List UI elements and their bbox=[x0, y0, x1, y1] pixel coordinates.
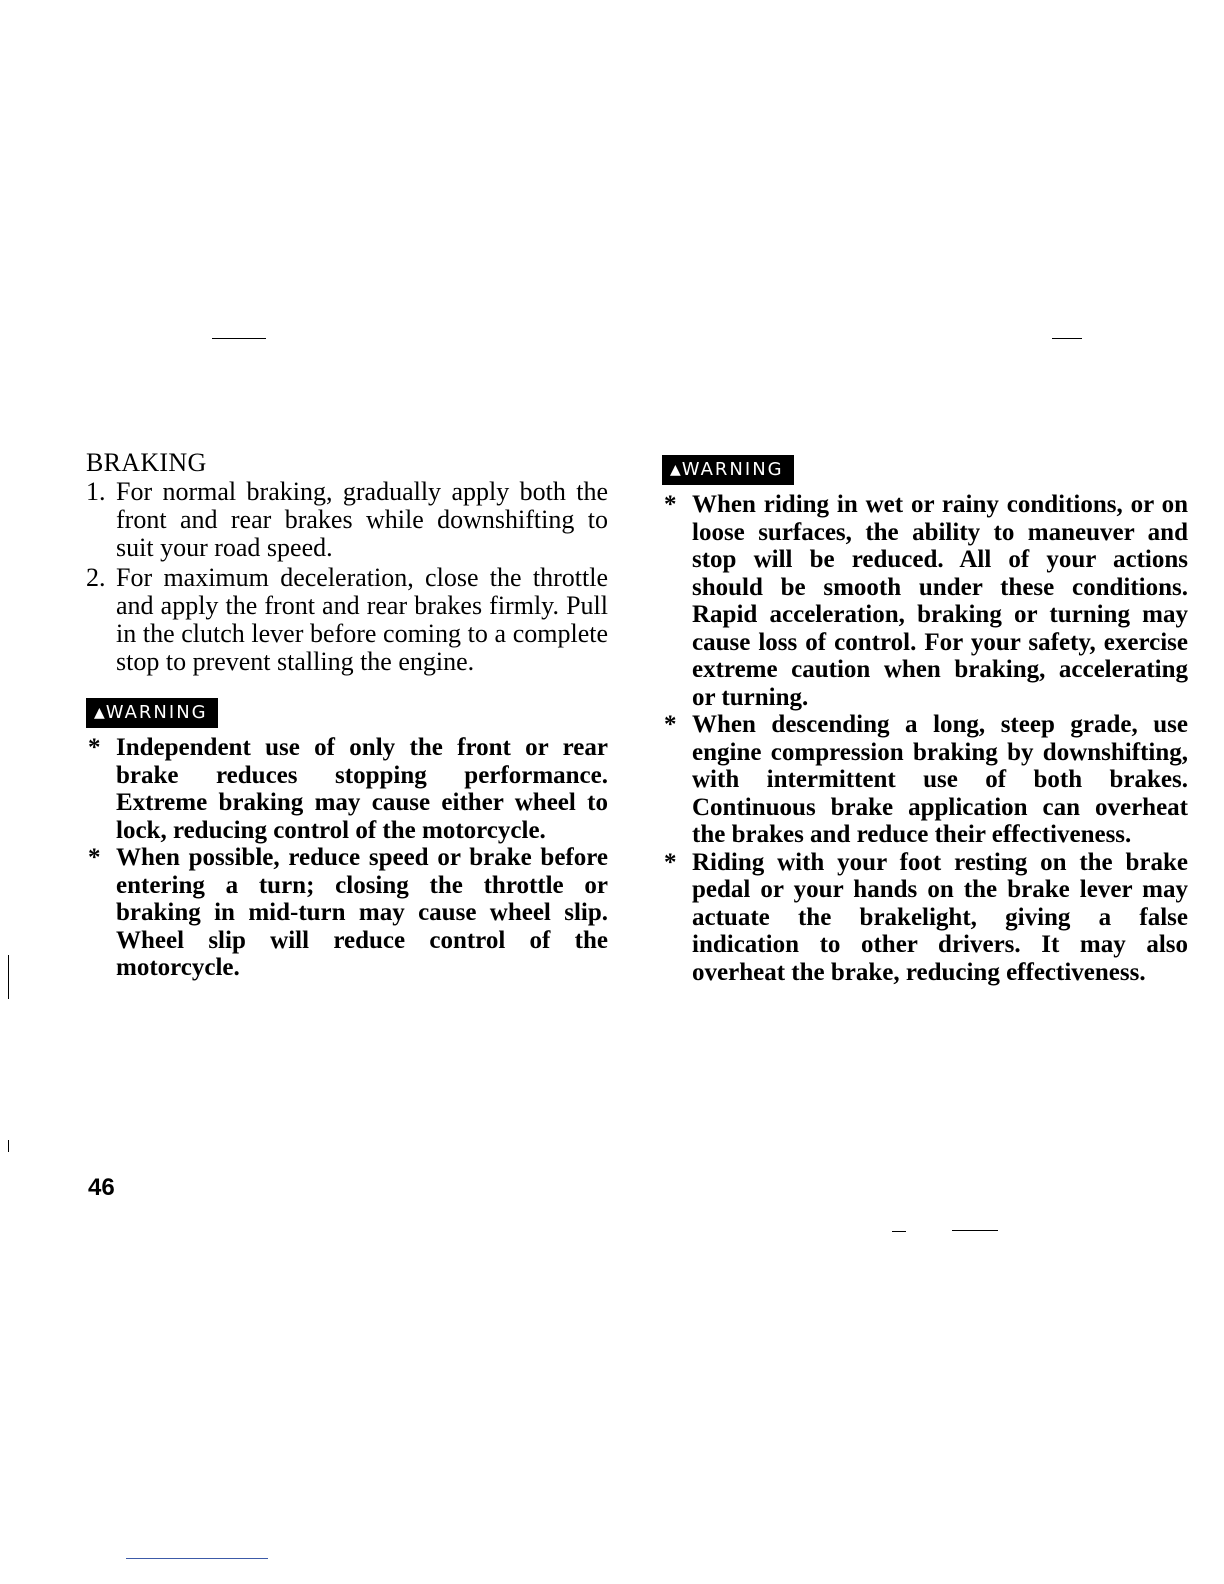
step-text: For normal braking, gradually apply both the front and rear brakes while downshifting to suit your road speed. bbox=[116, 477, 608, 562]
step-number: 2. bbox=[86, 563, 106, 592]
warning-text: When riding in wet or rainy conditions, or on loose surfaces, the ability to maneuver and stop will be reduced. All of your actions should be smooth under these conditions. Rapid acceleration, braking or turning may cause loss of control. For your safety, exercise extreme caution when braking, accelerating or turning. bbox=[692, 491, 1188, 711]
step-text: For maximum deceleration, close the throttle and apply the front and rear brakes firmly. Pull in the clutch lever before coming to a complete stop to prevent stalling the engine. bbox=[116, 563, 608, 676]
bullet: * bbox=[88, 844, 101, 871]
scan-mark bbox=[8, 1140, 9, 1152]
scan-mark bbox=[1052, 338, 1082, 339]
warning-triangle-icon: ▲ bbox=[94, 704, 105, 721]
list-item bbox=[86, 478, 608, 562]
list-item bbox=[86, 564, 608, 676]
scan-mark bbox=[212, 338, 266, 339]
warning-text: Riding with your foot resting on the brake pedal or your hands on the brake lever may actuate the brakelight, giving a false indication to other drivers. It may also overheat the brake, reducing effectiveness. bbox=[692, 848, 1188, 986]
step-number: 1. bbox=[86, 477, 106, 506]
warning-label: WARNING bbox=[681, 459, 784, 480]
list-item bbox=[86, 734, 608, 844]
section-heading: BRAKING bbox=[86, 448, 207, 477]
warning-list bbox=[86, 734, 608, 982]
warning-badge bbox=[86, 698, 218, 728]
scan-mark bbox=[126, 1558, 268, 1559]
warning-list bbox=[662, 491, 1188, 986]
braking-steps bbox=[86, 478, 608, 676]
warning-block-left bbox=[86, 698, 608, 982]
list-item bbox=[662, 491, 1188, 711]
bullet: * bbox=[664, 491, 677, 518]
warning-block-right bbox=[662, 455, 1188, 986]
scan-mark bbox=[892, 1231, 906, 1232]
bullet: * bbox=[664, 711, 677, 738]
warning-label: WARNING bbox=[105, 702, 208, 723]
warning-text: When descending a long, steep grade, use engine compression braking by downshifting, with intermittent use of both brakes. Continuous brake application can overheat the brakes and reduce their effectiveness. bbox=[692, 711, 1188, 848]
scan-mark bbox=[8, 955, 9, 999]
warning-text: Independent use of only the front or rear brake reduces stopping performance. Extreme braking may cause either wheel to lock, reducing control of the motorcycle. bbox=[116, 734, 608, 844]
list-item bbox=[86, 844, 608, 982]
bullet: * bbox=[664, 848, 677, 876]
right-column bbox=[662, 455, 1188, 986]
page-number: 46 bbox=[88, 1174, 115, 1201]
warning-text: When possible, reduce speed or brake before entering a turn; closing the throttle or braking in mid-turn may cause wheel slip. Wheel slip will reduce control of the motorcycle. bbox=[116, 844, 608, 981]
scan-mark bbox=[952, 1230, 998, 1231]
bullet: * bbox=[88, 734, 101, 761]
left-column bbox=[86, 448, 608, 982]
list-item bbox=[662, 711, 1188, 849]
warning-triangle-icon: ▲ bbox=[670, 461, 681, 478]
warning-badge bbox=[662, 455, 794, 485]
list-item bbox=[662, 849, 1188, 987]
